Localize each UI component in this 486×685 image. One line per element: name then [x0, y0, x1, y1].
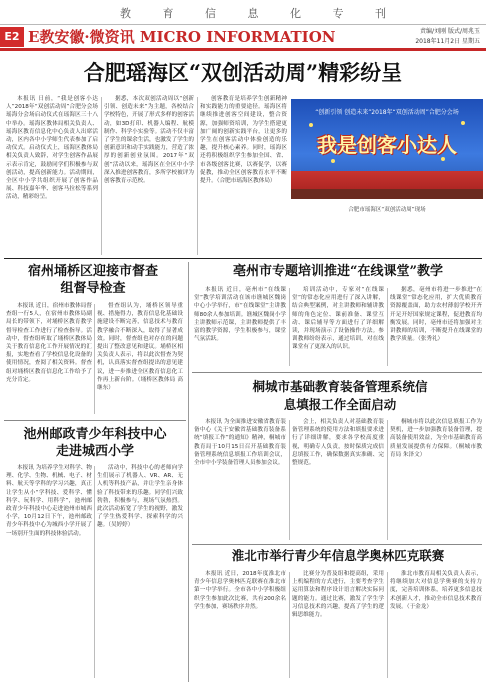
bozhou-paragraph-3: 据悉，亳州市将进一步推进“在线课堂”常态化应用，扩大优质教育资源覆盖面，助力农村薄弱学校开齐开足开好国家规定课程，促进教育均衡发展。同时，亳州市还将加强对主讲教师的培训，不断提升在线课堂的教学质量。（张秀礼）	[390, 287, 482, 343]
suzhou-paragraph-1: 本报讯 近日，宿州市教体局督查组一行5人，在宿州市教体局副局长的带领下，对埇桥区教育教学督导检查工作进行了检查指导。活动中，督查组听取了埇桥区教体局关于教育信息化工作开展情况的汇报，实地查看了学校信息化设备的使用情况，查阅了相关资料。督查组对埇桥区教育信息化工作给予了充分肯定。	[6, 303, 92, 383]
bozhou-paragraph-2: 培训活动中，专家对“在线课堂”的常态化应用进行了深入讲解，结合典型案例，对主讲教师和辅讲教师的角色定位、课前准备、课堂互动、课后辅导等方面进行了详细解读，并现场演示了设备操作方法。参训教师纷纷表示，通过培训，对在线课堂有了更深入的认识。	[292, 287, 384, 351]
column-divider	[94, 304, 95, 414]
section-vertical-divider	[188, 262, 189, 682]
suzhou-paragraph-2: 督查组认为，埇桥区领导重视、措施得力，教育信息化基础设施建设不断完善，信息技术与教育教学融合不断深入，取得了显著成效。同时，督查组也对存在的问题提出了整改意见和建议。埇桥区相关负责人表示，将以此次督查为契机，认真落实督查组提出的意见建议，进一步推进全区教育信息化工作再上新台阶。（埇桥区教体局 高继东）	[97, 303, 183, 392]
bozhou-paragraph-1: 本报讯 近日，亳州市“在线课堂”教学培训活动在该市谯城区魏岗中心小学举行，市“在线课堂”主讲教师80余人参加培训。谯城区魏岗小学主讲教师示范课，主讲教师提供了丰富的教学资源，学生积极参与，课堂气氛活跃。	[194, 287, 286, 343]
main-paragraph-2: 据悉，本次双创活动周以“创新引领、创造未来”为主题，各校结合学校特色，开展了形式多样的创客活动，如3D打印、机器人编程、航模制作、科学小实验等。活动不仅丰富了学生的课余生活，也激发了学生的创新意识和动手实践能力，营造了浓厚的创新创业氛围。2017年“双创”活动以来，瑶海区在全区中小学深入推进创客教育，多所学校被评为创客教育示范校。	[104, 96, 194, 185]
main-paragraph-1: 本报讯 日前，“我是创客小达人”2018年“双创活动周”合肥分会场瑶海分会场启动仪式在瑶海区三十八中举办。瑶海区教体局相关负责人、瑶海区教育信息化中心负责人出席活动，区内各中小学师生代表参加了启动仪式。启动仪式上，瑶海区教体局相关负责人致辞，对学生创客作品展示表示肯定，鼓励同学们积极参与双创活动，提高创新能力。活动期间，全区中小学共组织开展了创客作品展、科技嘉年华、创客马拉松等系列活动，精彩纷呈。	[6, 96, 98, 201]
column-divider	[197, 97, 198, 255]
masthead-rule	[0, 48, 486, 51]
column-divider	[289, 288, 290, 366]
editor-line: 责编/刘刚 版式/周兆玉	[420, 28, 480, 35]
tongcheng-paragraph-1: 本报讯 为全面推进安徽省教育装备中心《关于安徽省基础教育装备系统“填报工作”的通知》精神，桐城市教育局于10月15日召开基础教育装备管理系统信息填报工作培训会议，全市中小学装备管理人员参加会议。	[194, 419, 286, 467]
photo-banner-subtitle: “创新引领 创造未来”2018年“双创活动周”合肥分会场	[315, 109, 459, 116]
section-divider	[4, 258, 482, 259]
stage-floor	[291, 189, 483, 199]
event-photo	[291, 99, 483, 199]
main-article-col3	[200, 95, 287, 255]
chizhou-headline	[6, 426, 184, 460]
chizhou-paragraph-1: 本报讯 为培养学生对科学、物理、化学、生物、机械、电子、材料、航天等学科的学习兴趣，真正让学生从小“学科技、爱科学、懂科学、玩科学、用科学”，池州邮政青少年科技中心走进池州市城西小学，10月12日下午，池州邮政青少年科技中心为城西小学开展了一场别开生面的科技体验活动。	[6, 465, 92, 537]
sparkle-decoration	[461, 121, 465, 125]
huaibei-paragraph-1: 本报讯 近日，2018年度淮北市青少年信息学奥林匹克联赛在淮北市第一中学举行。全市各中小学积极组织学生参加此次比赛，共有200余名学生参加，赛场秩序井然。	[194, 571, 286, 610]
column-slogan: 教 育 信 息 化 专 刊	[120, 7, 400, 20]
section-divider	[4, 420, 186, 421]
sparkle-decoration	[309, 123, 313, 127]
column-divider	[94, 466, 95, 678]
column-divider	[289, 572, 290, 678]
tongcheng-headline	[240, 378, 440, 414]
huaibei-article-col3	[390, 570, 482, 680]
photo-caption: 合肥市瑶海区“双创活动周”现场	[348, 207, 426, 213]
huaibei-article-col1	[194, 570, 286, 680]
section-divider	[192, 544, 482, 545]
sparkle-decoration	[441, 157, 445, 161]
tongcheng-paragraph-3: 桐城市将以此次信息填报工作为契机，进一步加强教育装备管理，提高装备使用效益，为全市基础教育高质量发展提供有力保障。（桐城市教育局 朱泽文）	[390, 419, 482, 458]
main-paragraph-3: 创客教育是培养学生创新精神和实践能力的重要途径。瑶海区将继续推进创客空间建设，整合资源，加强师资培训，为学生搭建更加广阔的创新实践平台，让更多的学生在创客活动中体验创造的乐趣，提升核心素养。同时，瑶海区还将积极组织学生参加全国、省、市各级创客比赛，以赛促学，以赛促教，推动全区创客教育水平不断提升。（合肥市瑶海区教体局）	[200, 96, 287, 185]
bozhou-headline: 亳州市专题培训推进“在线课堂”教学	[233, 264, 443, 279]
suzhou-article-col2	[97, 302, 183, 416]
tongcheng-article-col1	[194, 418, 286, 542]
slogan-strip	[0, 0, 486, 25]
bozhou-article-col2	[292, 286, 384, 368]
column-divider	[387, 420, 388, 540]
chizhou-article-col2	[97, 464, 183, 680]
brand-title: E教安徽·微资讯 MICRO INFORMATION	[28, 28, 336, 46]
suzhou-article-col1	[6, 302, 92, 416]
chizhou-article-col1	[6, 464, 92, 680]
chizhou-paragraph-2: 活动中，科技中心的老师向学生们展示了机器人、VR、AR、无人机等科技产品，并让学生亲身体验了科技带来的乐趣。同学们兴致勃勃，积极参与，现场气氛热烈。此次活动拓宽了学生的视野，激发了学生热爱科学、探索科学的兴趣。（吴婷婷）	[97, 465, 183, 529]
column-divider	[387, 572, 388, 678]
main-article-col1	[6, 95, 98, 255]
edition-label: E2	[0, 27, 24, 47]
bozhou-article-col3	[390, 286, 482, 368]
tongcheng-headline-text: 桐城市基础教育装备管理系统信息填报工作全面启动	[252, 379, 428, 412]
tongcheng-article-col3	[390, 418, 482, 542]
photo-banner-title: 我是创客小达人	[317, 133, 457, 157]
bozhou-article-col1	[194, 286, 286, 368]
tongcheng-paragraph-2: 会上，相关负责人对基础教育装备管理系统的使用方法和填报要求进行了详细讲解，要求各学校高度重视，明确专人负责，按时保质完成信息填报工作，确保数据真实准确、完整规范。	[292, 419, 384, 467]
suzhou-headline-text: 宿州埇桥区迎接市督查组督导检查	[27, 264, 158, 296]
huaibei-article-col2	[292, 570, 384, 680]
tongcheng-article-col2	[292, 418, 384, 542]
main-headline: 合肥瑶海区“双创活动周”精彩纷呈	[83, 60, 403, 85]
huaibei-paragraph-3: 淮北市教育局相关负责人表示，将继续加大对信息学奥赛的支持力度，完善培训体系，培养更多信息技术创新人才，推动全市信息技术教育发展。（于金龙）	[390, 571, 482, 610]
huaibei-headline: 淮北市举行青少年信息学奥林匹克联赛	[231, 548, 445, 563]
chizhou-headline-text: 池州邮政青少年科技中心走进城西小学	[23, 427, 167, 459]
section-divider	[192, 372, 482, 373]
column-divider	[387, 288, 388, 366]
edition-info	[415, 27, 480, 47]
sparkle-decoration	[331, 159, 335, 163]
huaibei-paragraph-2: 比赛分为普及组和提高组，采用上机编程的方式进行，主要考查学生运用算法和程序设计语言解决实际问题的能力。通过比赛，激发了学生学习信息技术的兴趣，提高了学生的逻辑思维能力。	[292, 571, 384, 619]
column-divider	[289, 420, 290, 540]
main-article-col2	[104, 95, 194, 255]
suzhou-headline	[6, 263, 180, 297]
issue-date: 2018年11月2日 星期五	[415, 38, 480, 45]
column-divider	[101, 97, 102, 255]
